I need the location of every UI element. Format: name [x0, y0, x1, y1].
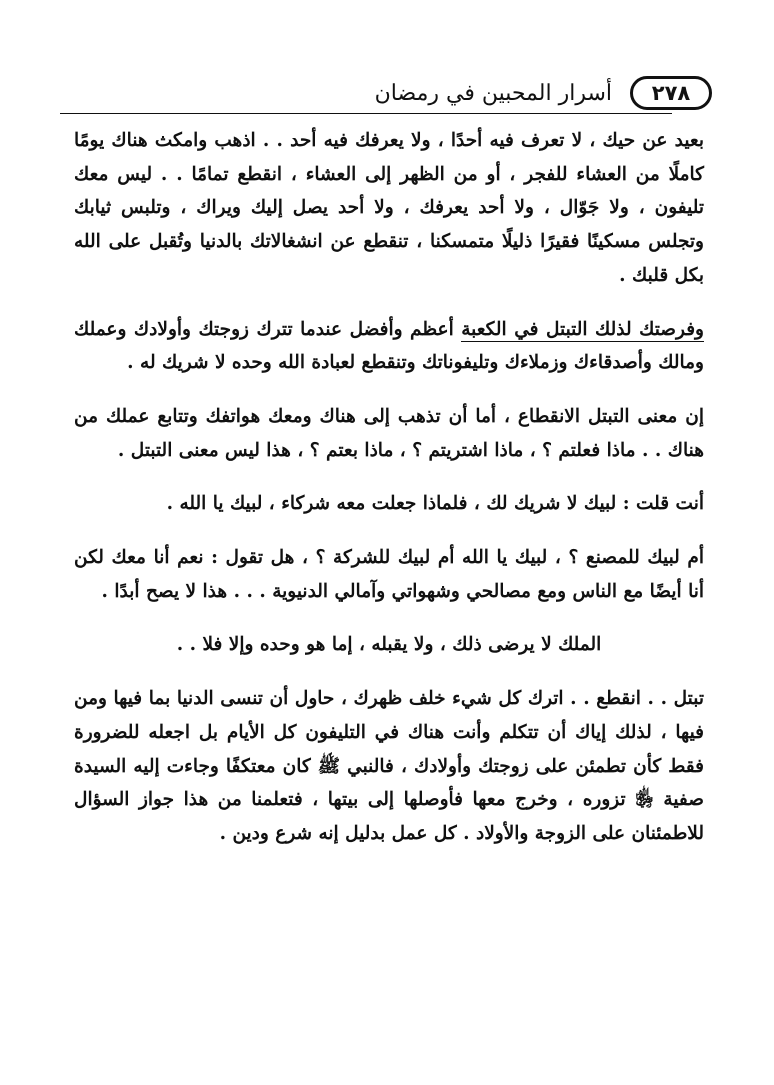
paragraph-1: بعيد عن حيك ، لا تعرف فيه أحدًا ، ولا يعرفك فيه أحد . . اذهب وامكث هناك يومًا كاملًا من العشاء للفجر ، أو من الظهر إلى العشاء ، انقطع تمامًا . . ليس معك تليفون ، ولا جَوّال ، ولا أحد يعرفك ، ولا أحد يصل إليك ويراك ، وتلبس ثيابك وتجلس مسكينًا فقيرًا ذليلًا متمسكنا ، تنقطع عن انشغالاتك بالدنيا وتُقبل على الله بكل قلبك .	[74, 130, 704, 286]
paragraph-6: الملك لا يرضى ذلك ، ولا يقبله ، إما هو وحده وإلا فلا . .	[176, 634, 602, 656]
paragraph-5: أم لبيك للمصنع ؟ ، لبيك يا الله أم لبيك للشركة ؟ ، هل تقول : نعم أنا معك لكن أنا أيضًا مع الناس ومع مصالحي وشهواتي وآمالي الدنيوية . . . هذا لا يصح أبدًا .	[74, 547, 704, 602]
running-title: أسرار المحبين في رمضان	[374, 81, 612, 106]
paragraph-2	[74, 313, 704, 400]
paragraph-3: إن معنى التبتل الانقطاع ، أما أن تذهب إلى هناك ومعك هواتفك وتتابع عملك من هناك . . ماذا فعلتم ؟ ، ماذا اشتريتم ؟ ، ماذا بعتم ؟ ، هذا ليس معنى التبتل .	[74, 405, 704, 461]
body-text	[74, 124, 704, 871]
paragraph-7: تبتل . . انقطع . . اترك كل شيء خلف ظهرك ، حاول أن تنسى الدنيا بما فيها ومن فيها ، لذلك إياك أن تتكلم وأنت هناك في التليفون كل الأيام بل اجعله للضرورة فقط كأن تطمئن على زوجتك وأولادك ، فالنبي ﷺ كان معتكفًا وجاءت إليه السيدة صفية ﵂ تزوره ، وخرج معها فأوصلها إلى بيتها ، فتعلمنا من هذا جواز السؤال للاطمئنان على الزوجة والأولاد . كل عمل بدليل إنه شرع ودين .	[74, 688, 704, 844]
paragraph-4: أنت قلت : لبيك لا شريك لك ، فلماذا جعلت معه شركاء ، لبيك يا الله .	[166, 493, 704, 515]
underlined-phrase: وفرصتك لذلك التبتل في الكعبة	[461, 318, 704, 340]
page-number: ٢٧٨	[630, 76, 712, 110]
page-header	[60, 66, 712, 116]
header-rule	[60, 113, 672, 114]
paragraph-2-rest: أعظم وأفضل عندما تترك زوجتك وأولادك وعملك ومالك وأصدقاءك وزملاءك وتليفوناتك وتنقطع لعبادة الله وحده لا شريك له .	[74, 318, 704, 374]
